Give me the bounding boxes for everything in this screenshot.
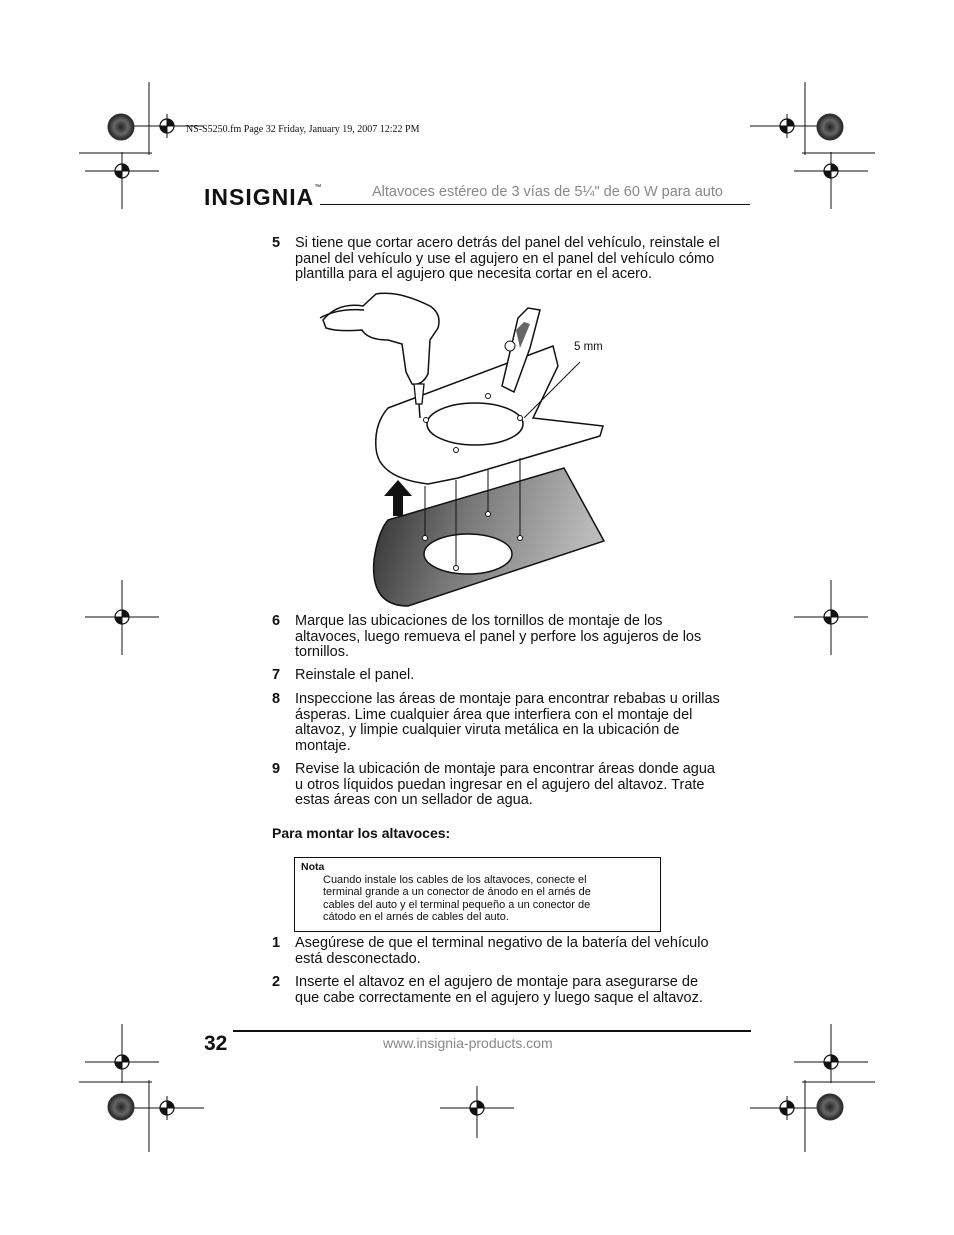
logo-text: INSIGNIA [204,184,315,210]
steel-hole [424,534,512,574]
step-number: 8 [272,691,281,707]
note-heading: Nota [301,861,325,873]
panel-hole [427,403,523,445]
step-text: Inserte el altavoz en el agujero de montaje para asegurarse de que cabe correctamente en el agujero y luego saque el altavoz. [295,974,703,1006]
header-title: Altavoces estéreo de 3 vías de 5¼" de 60 W para auto [372,184,723,200]
step-text: Si tiene que cortar acero detrás del panel del vehículo, reinstale el panel del vehículo y use el agujero en el panel del vehículo cómo plantilla para el agujero que necesita cortar en el acero. [295,235,720,282]
step-text: Marque las ubicaciones de los tornillos de montaje de los altavoces, luego remueva el panel y perfore los agujeros de los tornillos. [295,613,702,660]
insignia-logo [204,184,322,211]
note-body: Cuando instale los cables de los altavoces, conecte el terminal grande a un conector de ánodo en el arnés de cables del auto y el terminal pequeño a un conector de cátodo en el arnés de cables del auto. [323,874,591,923]
step-number: 2 [272,974,281,990]
step-text: Inspeccione las áreas de montaje para encontrar rebabas u orillas ásperas. Lime cualquier área que interfiera con el montaje del altavoz, y limpie cualquier viruta metálica en la ubicación de montaje. [295,691,720,754]
step-text: Reinstale el panel. [295,667,415,683]
footer-rule [233,1030,751,1032]
trademark-symbol: ™ [314,184,323,191]
step-number: 6 [272,613,281,629]
power-drill [323,293,439,384]
dimension-label: 5 mm [574,341,603,353]
step-number: 5 [272,235,281,251]
step-number: 1 [272,935,281,951]
page-number: 32 [204,1032,228,1055]
step-text: Asegúrese de que el terminal negativo de la batería del vehículo está desconectado. [295,935,709,967]
mounting-illustration [318,288,618,610]
step-text: Revise la ubicación de montaje para encontrar áreas donde agua u otros líquidos puedan ingresar en el agujero del altavoz. Trate estas áreas con un sellador de agua. [295,761,715,808]
up-arrow [384,480,412,516]
file-slug: NS-S5250.fm Page 32 Friday, January 19, 2007 12:22 PM [186,124,420,135]
step-number: 7 [272,667,281,683]
footer-url: www.insignia-products.com [383,1035,553,1051]
step-number: 9 [272,761,281,777]
note-box [294,857,661,932]
section-heading: Para montar los altavoces: [272,825,451,841]
header-rule [320,204,750,205]
